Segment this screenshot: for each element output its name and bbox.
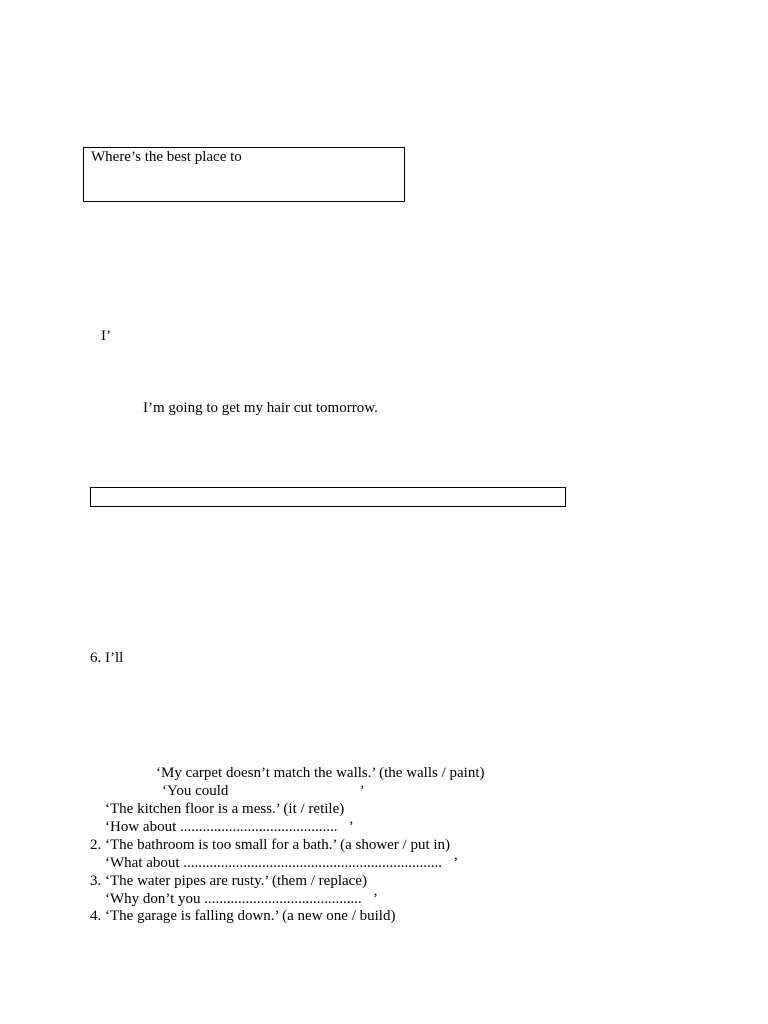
item-1-answer: ‘How about .......................................... ’ (105, 819, 354, 835)
fragment-i: I’ (101, 328, 111, 344)
hair-sentence: I’m going to get my hair cut tomorrow. (143, 400, 378, 416)
item-2-prompt: 2. ‘The bathroom is too small for a bath.’ (a shower / put in) (90, 837, 451, 853)
item-4-prompt: 4. ‘The garage is falling down.’ (a new one / build) (90, 908, 396, 924)
top-text-box (83, 147, 405, 202)
example-prompt: ‘My carpet doesn’t match the walls.’ (the walls / paint) (156, 765, 485, 781)
item-3-answer: ‘Why don’t you .......................................... ’ (105, 891, 379, 907)
item-1-prompt: ‘The kitchen floor is a mess.’ (it / retile) (105, 801, 345, 817)
top-box-text: Where’s the best place to (91, 149, 242, 165)
empty-answer-box (90, 487, 566, 507)
item-2-answer: ‘What about ..................................................................... ’ (105, 855, 459, 871)
item-six: 6. I’ll (90, 650, 124, 666)
example-answer: ‘You could ’ (162, 783, 365, 799)
item-3-prompt: 3. ‘The water pipes are rusty.’ (them / replace) (90, 873, 367, 889)
